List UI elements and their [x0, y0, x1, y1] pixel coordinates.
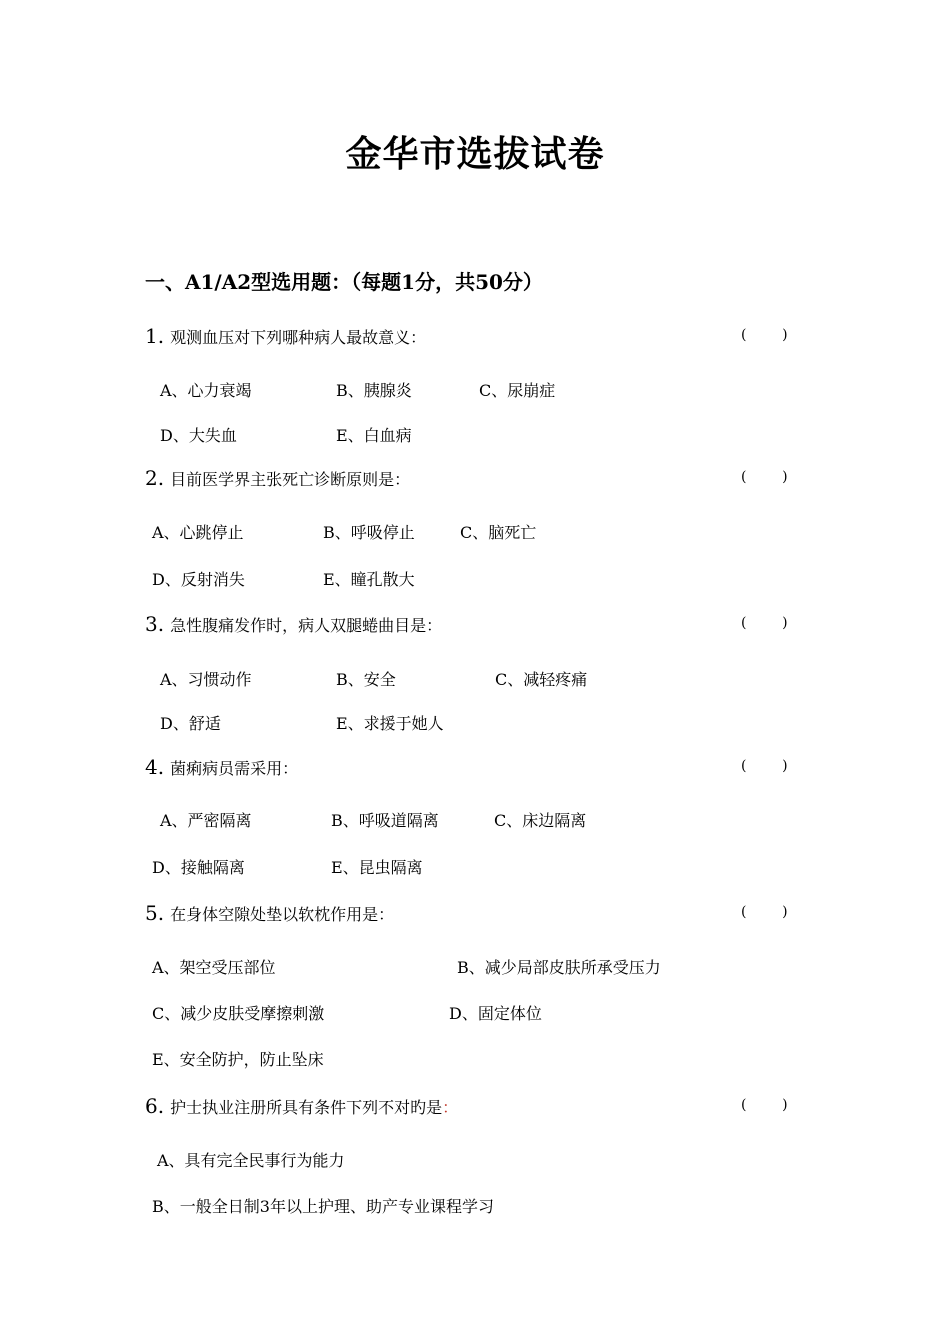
option-e: E、瞳孔散大: [323, 570, 415, 589]
option-b: B、呼吸道隔离: [331, 811, 439, 830]
question-text: 护士执业注册所具有条件下列不对旳是: [170, 1098, 443, 1117]
option-d: D、舒适: [160, 714, 221, 733]
option-d: D、接触隔离: [152, 858, 245, 877]
option-c: C、脑死亡: [460, 523, 537, 542]
section-heading: 一、A1/A2型选用题：（每题1分，共50分）: [145, 270, 543, 294]
option-b: B、减少局部皮肤所承受压力: [457, 958, 661, 977]
question-number: 3.: [145, 612, 165, 636]
question-3: [145, 612, 442, 636]
question-1: [145, 324, 426, 348]
question-6: [145, 1094, 458, 1118]
question-number: 5.: [145, 901, 165, 925]
answer-blank[interactable]: ( ): [741, 1097, 788, 1113]
question-text: 目前医学界主张死亡诊断原则是：: [170, 470, 411, 489]
question-text-suffix: ：: [442, 1098, 459, 1117]
option-a: A、心力衰竭: [160, 381, 252, 400]
answer-blank[interactable]: ( ): [741, 327, 788, 343]
answer-blank[interactable]: ( ): [741, 758, 788, 774]
option-b: B、呼吸停止: [323, 523, 415, 542]
question-2: [145, 466, 410, 490]
question-4: [145, 755, 298, 779]
question-text: 观测血压对下列哪种病人最故意义：: [170, 328, 427, 347]
option-e: E、求援于她人: [336, 714, 444, 733]
question-number: 6.: [145, 1094, 165, 1118]
question-number: 1.: [145, 324, 165, 348]
option-e: E、昆虫隔离: [331, 858, 423, 877]
question-text: 急性腹痛发作时，病人双腿蜷曲目是：: [170, 616, 443, 635]
answer-blank[interactable]: ( ): [741, 904, 788, 920]
option-a: A、架空受压部位: [152, 958, 276, 977]
question-text: 在身体空隙处垫以软枕作用是：: [170, 905, 395, 924]
question-number: 4.: [145, 755, 165, 779]
option-b: B、一般全日制3年以上护理、助产专业课程学习: [152, 1197, 494, 1216]
option-c: C、减轻疼痛: [495, 670, 588, 689]
page-title: 金华市选拔试卷: [345, 134, 605, 175]
option-e: E、白血病: [336, 426, 412, 445]
option-a: A、严密隔离: [160, 811, 252, 830]
option-d: D、反射消失: [152, 570, 245, 589]
option-b: B、胰腺炎: [336, 381, 412, 400]
question-5: [145, 901, 394, 925]
question-number: 2.: [145, 466, 165, 490]
option-c: C、床边隔离: [494, 811, 587, 830]
answer-blank[interactable]: ( ): [741, 469, 788, 485]
question-text: 菌痢病员需采用：: [170, 759, 299, 778]
option-a: A、具有完全民事行为能力: [157, 1151, 345, 1170]
option-c: C、减少皮肤受摩擦刺激: [152, 1004, 325, 1023]
option-a: A、心跳停止: [152, 523, 244, 542]
option-e: E、安全防护，防止坠床: [152, 1050, 324, 1069]
option-b: B、安全: [336, 670, 396, 689]
option-c: C、尿崩症: [479, 381, 556, 400]
option-d: D、大失血: [160, 426, 237, 445]
option-a: A、习惯动作: [160, 670, 252, 689]
option-d: D、固定体位: [449, 1004, 542, 1023]
answer-blank[interactable]: ( ): [741, 615, 788, 631]
